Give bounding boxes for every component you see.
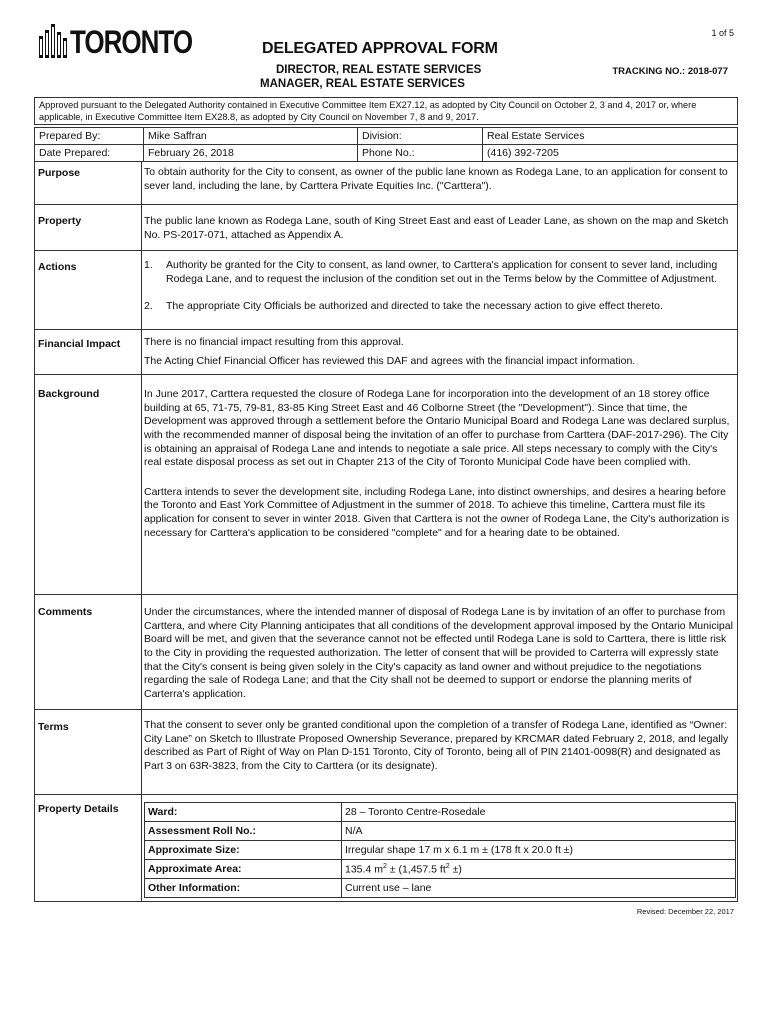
property-label: Property <box>38 215 82 227</box>
prepared-by-label: Prepared By: <box>35 128 144 145</box>
form-subtitle-director: DIRECTOR, REAL ESTATE SERVICES <box>276 64 482 76</box>
section-divider <box>35 374 737 375</box>
approximate-size-value: Irregular shape 17 m x 6.1 m ± (178 ft x 20.0 ft ±) <box>342 841 736 860</box>
approximate-size-label: Approximate Size: <box>145 841 342 860</box>
table-row <box>145 822 736 841</box>
action-item <box>144 300 736 314</box>
phone-label: Phone No.: <box>358 145 483 162</box>
section-divider <box>35 709 737 710</box>
revised-date: Revised: December 22, 2017 <box>636 907 734 916</box>
form-body <box>34 161 738 902</box>
comments-label: Comments <box>38 606 93 618</box>
background-paragraph: Carttera intends to sever the development site, including Rodega Lane, into distinct ownerships, and desires a hearing before the Toronto and East York Committee of Adjustment in the summer of 2018. To achieve this timeline, Carttera must file its application for consent to sever in winter 2018. Given that Carttera is not the owner of Rodega Lane, the City's authorization is necessary for Carttera's application to be considered "complete" and for a hearing date to be obtained. <box>144 485 730 539</box>
approval-authority-text: Approved pursuant to the Delegated Authority contained in Executive Committee Item EX27.12, as adopted by City Council on October 2, 3 and 4, 2017 or, where applicable, in Executive Committee Item EX28.8, as adopted by City Council on November 7, 8 and 9, 2017. <box>34 97 738 125</box>
action-text: The appropriate City Officials be authorized and directed to take the necessary action to give effect thereto. <box>166 300 663 313</box>
assessment-roll-label: Assessment Roll No.: <box>145 822 342 841</box>
terms-label: Terms <box>38 721 69 733</box>
date-prepared-label: Date Prepared: <box>35 145 144 162</box>
comments-text: Under the circumstances, where the intended manner of disposal of Rodega Lane is by invitation of an offer to purchase from Carttera, and where City Planning anticipates that all conditions of the development approval imposed by the Ontario Municipal Board will be met, and given that the severance cannot not be effected until Rodega Lane is sold to Carttera, there is little risk to the City in providing the requested authorization. The letter of consent that will be provided to Carterra will expressly state that the City's consent is being given solely in the City's capacity as land owner and without prejudice to the negotiations regarding the sale of Rodega Lane; and that the City shall not be deemed to support or endorse the planning merits of Carterra's application. <box>144 606 733 700</box>
section-divider <box>35 250 737 251</box>
property-details-table <box>144 802 736 898</box>
financial-impact-text <box>144 336 736 368</box>
actions-label: Actions <box>38 261 77 273</box>
division-label: Division: <box>358 128 483 145</box>
action-text: Authority be granted for the City to consent, as land owner, to Carttera's application for consent to sever land, including Rodega Lane, and to request the inclusion of the condition set out in the Terms below by the Committee of Adjustment. <box>166 259 718 285</box>
city-skyline-icon <box>38 24 68 58</box>
action-number: 1. <box>144 259 153 271</box>
terms-text: That the consent to sever only be granted conditional upon the completion of a transfer of Rodega Lane, identified as “Owner: City Lane” on Sketch to Illustrate Proposed Ownership Severance, prepared by KRCMAR dated February 2, 2018, and legally described as Part of Right of Way on Plan D-151 Toronto, City of Toronto, being all of PIN 21401-0098(R) and designated as Part 3 on 63R-3823, from the City to Carttera (or its designate). <box>144 719 729 772</box>
table-row <box>145 879 736 898</box>
other-information-value: Current use – lane <box>342 879 736 898</box>
form-header <box>230 40 650 90</box>
actions-list <box>144 259 736 314</box>
financial-impact-line: The Acting Chief Financial Officer has reviewed this DAF and agrees with the financial impact information. <box>144 354 636 367</box>
section-divider <box>35 329 737 330</box>
table-row <box>145 803 736 822</box>
ward-label: Ward: <box>145 803 342 822</box>
division-value: Real Estate Services <box>483 128 738 145</box>
preparer-info-table <box>34 127 738 162</box>
other-information-label: Other Information: <box>145 879 342 898</box>
table-row <box>145 841 736 860</box>
ward-value: 28 – Toronto Centre-Rosedale <box>342 803 736 822</box>
property-details-label: Property Details <box>38 803 119 815</box>
table-row <box>145 860 736 879</box>
purpose-label: Purpose <box>38 167 81 179</box>
section-divider <box>35 204 737 205</box>
date-prepared-value: February 26, 2018 <box>144 145 358 162</box>
approximate-area-label: Approximate Area: <box>145 860 342 879</box>
section-divider <box>35 594 737 595</box>
financial-impact-label: Financial Impact <box>38 338 121 350</box>
phone-value: (416) 392-7205 <box>483 145 738 162</box>
section-divider <box>35 794 737 795</box>
prepared-by-value: Mike Saffran <box>144 128 358 145</box>
page-number: 1 of 5 <box>711 28 734 38</box>
column-divider <box>141 162 142 901</box>
action-number: 2. <box>144 300 153 313</box>
assessment-roll-value: N/A <box>342 822 736 841</box>
background-text <box>144 388 736 540</box>
background-paragraph: In June 2017, Carttera requested the closure of Rodega Lane for incorporation into the development of an 18 storey office building at 65, 71-75, 79-81, 83-85 King Street East and 46 Colborne Street (the "Development"). Since that time, the Development was approved through a settlement before the Ontario Municipal Board and Rodega Lane was declared surplus, with the recommended manner of disposal being the invitation of an offer to purchase from Carttera (DAF-2017-296). The City is obtaining an appraisal of Rodega Lane and intends to negotiate a sale price. All steps necessary to comply with the City's real estate disposal process as set out in Chapter 213 of the City of Toronto Municipal Code have been complied with. <box>144 388 730 469</box>
approximate-area-value: 135.4 $m^2 \pm (1,457.5$ $ft^2$ ±) <box>342 860 736 879</box>
financial-impact-line: There is no financial impact resulting from this approval. <box>144 336 404 348</box>
action-item <box>144 259 736 286</box>
form-title: DELEGATED APPROVAL FORM <box>262 40 498 57</box>
property-text: The public lane known as Rodega Lane, south of King Street East and east of Leader Lane, as shown on the map and Sketch No. PS-2017-071, attached as Appendix A. <box>144 215 729 241</box>
form-subtitle-manager: MANAGER, REAL ESTATE SERVICES <box>260 78 465 90</box>
logo-text: TORONTO <box>70 23 193 61</box>
tracking-number: TRACKING NO.: 2018-077 <box>612 66 728 77</box>
background-label: Background <box>38 388 100 400</box>
toronto-logo <box>38 23 193 61</box>
purpose-text: To obtain authority for the City to consent, as owner of the public lane known as Rodega Lane, to an application for consent to sever land, including the lane, by Carttera Private Equities Inc. ("Carttera"). <box>144 166 728 192</box>
